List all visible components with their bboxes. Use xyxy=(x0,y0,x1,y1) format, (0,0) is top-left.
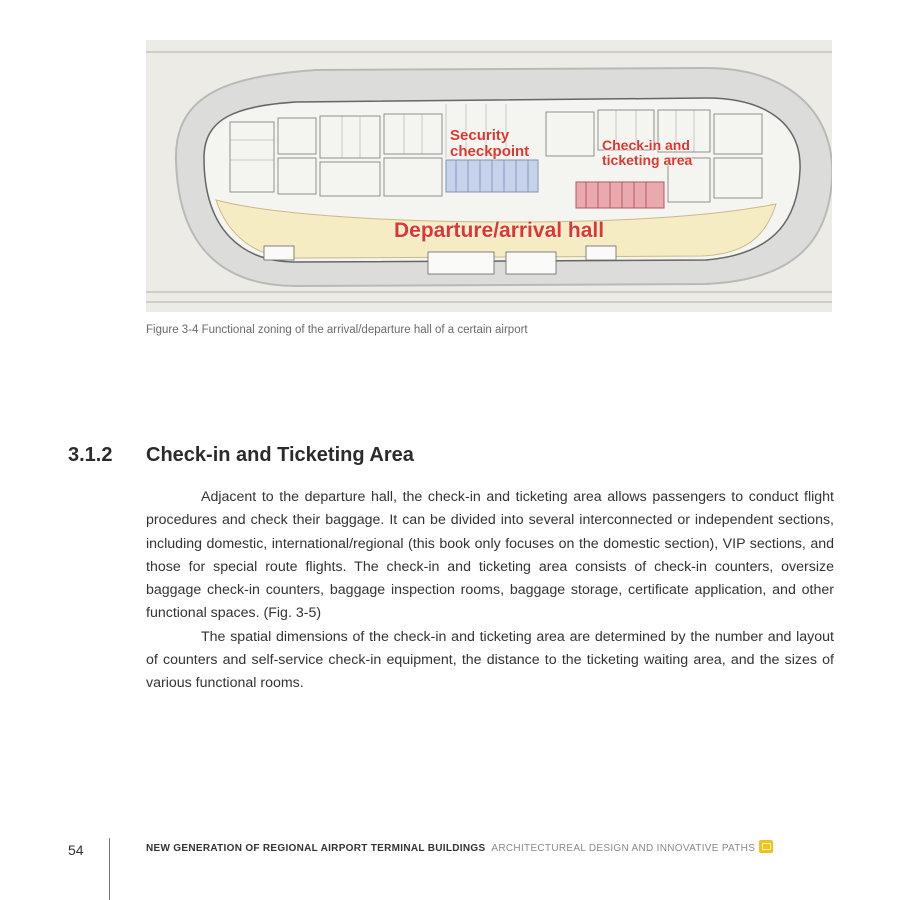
section-heading xyxy=(68,444,414,467)
checkin-ticketing-label xyxy=(602,138,692,167)
page-number: 54 xyxy=(68,842,84,858)
checkin-label-line-1: Check-in and xyxy=(602,137,690,153)
security-checkpoint-label xyxy=(450,128,529,160)
section-title: Check-in and Ticketing Area xyxy=(146,444,414,466)
security-label-line-1: Security xyxy=(450,127,510,144)
footer-divider xyxy=(109,838,110,900)
checkin-label-line-2: ticketing area xyxy=(602,151,693,168)
security-label-line-2: checkpoint xyxy=(450,142,530,160)
figure-caption: Figure 3-4 Functional zoning of the arrival/departure hall of a certain airport xyxy=(146,324,528,336)
floor-plan-drawing xyxy=(146,40,832,312)
book-icon xyxy=(759,840,773,853)
running-footer xyxy=(146,843,755,854)
section-number: 3.1.2 xyxy=(68,444,113,466)
paragraph-1: Adjacent to the departure hall, the check-in and ticketing area allows passengers to conduct flight procedures and check their baggage. It can be divided into several interconnected or independent sections, including domestic, international/regional (this book only focuses on the domestic section), VIP sections, and those for special route flights. The check-in and ticketing area consists of check-in counters, oversize baggage check-in counters, baggage inspection rooms, baggage storage, certificate application, and other functional spaces. (Fig. 3-5) xyxy=(146,489,834,622)
footer-book-title: NEW GENERATION OF REGIONAL AIRPORT TERMINAL BUILDINGS xyxy=(146,843,486,854)
paragraph-2: The spatial dimensions of the check-in and ticketing area are determined by the number and layout of counters and self-service check-in equipment, the distance to the ticketing waiting area, and the sizes of various functional rooms. xyxy=(146,628,834,692)
footer-book-subtitle: ARCHITECTUREAL DESIGN AND INNOVATIVE PATHS xyxy=(491,843,756,854)
departure-arrival-hall-label: Departure/arrival hall xyxy=(394,219,605,242)
floor-plan-figure xyxy=(146,40,832,312)
body-text xyxy=(146,486,834,696)
